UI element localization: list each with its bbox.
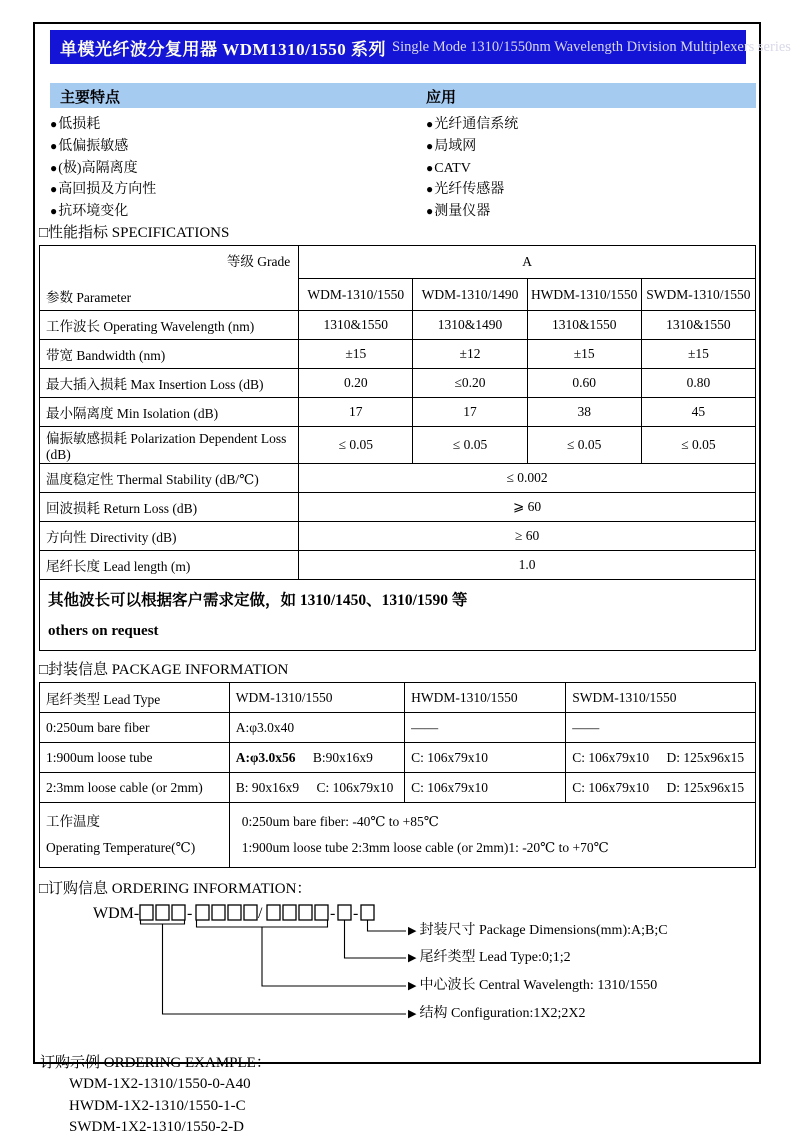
param-name: 方向性 Directivity (dB) — [40, 522, 299, 551]
table-row — [40, 683, 756, 713]
param-value-span: 1.0 — [299, 551, 756, 580]
hwdm-package-cell: C: 106x79x10 — [405, 743, 566, 773]
param-value-span: ≥ 60 — [299, 522, 756, 551]
table-row — [40, 427, 756, 464]
table-row — [40, 246, 756, 279]
feature-item: ● 低偏振敏感 — [50, 136, 156, 158]
table-row — [40, 580, 756, 651]
package-size: D: 125x96x15 — [666, 749, 745, 765]
code-separator-dash: - — [353, 905, 359, 922]
custom-wavelength-note-zh: 其他波长可以根据客户需求定做，如 1310/1450、1310/1590 等 — [48, 592, 468, 609]
package-info-table — [39, 682, 756, 868]
features-header: 主要特点 — [60, 90, 121, 106]
application-item: ● CATV — [426, 158, 518, 180]
application-item: ● 光纤通信系统 — [426, 114, 518, 136]
diagram-label-configuration — [408, 1006, 586, 1022]
package-info-heading: □封装信息 PACKAGE INFORMATION — [39, 662, 289, 678]
feature-item: ● (极)高隔离度 — [50, 158, 156, 180]
ordering-example-item: HWDM-1X2-1310/1550-1-C — [69, 1097, 246, 1114]
package-size: C: 106x79x10 — [572, 779, 650, 795]
code-separator-dash: - — [187, 905, 193, 922]
ordering-example-item: WDM-1X2-1310/1550-0-A40 — [69, 1076, 251, 1092]
package-size: B:90x16x9 — [312, 749, 373, 765]
application-item: ● 测量仪器 — [426, 201, 518, 223]
ordering-example-heading: 订购示例 ORDERING EXAMPLE： — [40, 1055, 271, 1071]
diagram-label-text: 尾纤类型 Lead Type:0;1;2 — [419, 950, 571, 965]
param-value: 17 — [413, 398, 527, 427]
specifications-table — [39, 245, 756, 651]
param-value: 17 — [299, 398, 413, 427]
feature-item: ● 抗环境变化 — [50, 201, 156, 223]
arrow-right-icon: ▶ — [408, 952, 417, 964]
package-size: D: 125x96x15 — [666, 779, 745, 795]
title-bar — [50, 30, 791, 64]
table-row — [40, 340, 756, 369]
hwdm-package-cell: —— — [405, 713, 566, 743]
product-title-zh: 单模光纤波分复用器 WDM1310/1550 系列 — [60, 39, 387, 59]
table-row — [40, 713, 756, 743]
param-value: ±15 — [299, 340, 413, 369]
table-row — [40, 551, 756, 580]
applications-header: 应用 — [426, 90, 457, 106]
package-size: B: 90x16x9 — [235, 779, 300, 795]
feature-item: ● 高回损及方向性 — [50, 179, 156, 201]
package-size-bold: A:φ3.0x56 — [235, 749, 296, 765]
custom-wavelength-note-cell — [40, 580, 756, 651]
page-border-frame — [33, 22, 791, 1135]
param-name: 回波损耗 Return Loss (dB) — [40, 493, 299, 522]
applications-list — [426, 114, 518, 223]
swdm-package-cell: —— — [566, 713, 756, 743]
table-row — [40, 773, 756, 803]
param-name: 工作波长 Operating Wavelength (nm) — [40, 311, 299, 340]
parameter-label: 参数 Parameter — [46, 290, 132, 305]
temperature-range-bare-fiber: 0:250um bare fiber: -40℃ to +85℃ — [241, 814, 439, 829]
swdm-package-cell — [566, 743, 756, 773]
param-value: 1310&1550 — [641, 311, 755, 340]
param-value: ≤ 0.05 — [413, 427, 527, 464]
table-row — [40, 311, 756, 340]
ordering-example-item: SWDM-1X2-1310/1550-2-D — [69, 1119, 244, 1135]
operating-temperature-label-en: Operating Temperature(℃) — [46, 840, 196, 855]
wdm-package-cell — [229, 743, 404, 773]
param-value: ≤ 0.05 — [641, 427, 755, 464]
param-value: ±12 — [413, 340, 527, 369]
application-item: ● 光纤传感器 — [426, 179, 518, 201]
param-value: ≤ 0.05 — [299, 427, 413, 464]
swdm-package-cell — [566, 773, 756, 803]
temperature-range-loose-tube: 1:900um loose tube 2:3mm loose cable (or 2mm)1: -20℃ to +70℃ — [241, 840, 609, 855]
diagram-label-lead-type — [408, 950, 571, 966]
operating-temperature-value-cell — [229, 803, 755, 868]
ordering-info-heading: □订购信息 ORDERING INFORMATION： — [39, 881, 312, 897]
table-row — [40, 369, 756, 398]
param-name: 最小隔离度 Min Isolation (dB) — [40, 398, 299, 427]
param-value: 1310&1490 — [413, 311, 527, 340]
param-value: ≤ 0.05 — [527, 427, 641, 464]
param-value: 0.60 — [527, 369, 641, 398]
param-name: 最大插入损耗 Max Insertion Loss (dB) — [40, 369, 299, 398]
table-row — [40, 464, 756, 493]
param-value: 1310&1550 — [527, 311, 641, 340]
wdm-package-cell: A:φ3.0x40 — [229, 713, 404, 743]
table-row — [40, 398, 756, 427]
param-value: 1310&1550 — [299, 311, 413, 340]
custom-wavelength-note-en: others on request — [48, 623, 159, 639]
lead-type-cell: 1:900um loose tube — [40, 743, 230, 773]
param-value: ±15 — [641, 340, 755, 369]
param-value-span: ≤ 0.002 — [299, 464, 756, 493]
swdm-header: SWDM-1310/1550 — [566, 683, 756, 713]
grade-value-cell: A — [299, 246, 756, 279]
diagram-label-text: 结构 Configuration:1X2;2X2 — [419, 1006, 586, 1021]
param-value: ≤0.20 — [413, 369, 527, 398]
wdm-package-cell — [229, 773, 404, 803]
grade-parameter-header-cell — [40, 246, 299, 311]
param-value: 45 — [641, 398, 755, 427]
lead-type-cell: 2:3mm loose cable (or 2mm) — [40, 773, 230, 803]
operating-temperature-label-cell — [40, 803, 230, 868]
arrow-right-icon: ▶ — [408, 1008, 417, 1020]
param-value: 38 — [527, 398, 641, 427]
param-name: 偏振敏感损耗 Polarization Dependent Loss (dB) — [40, 427, 299, 464]
hwdm-header: HWDM-1310/1550 — [405, 683, 566, 713]
diagram-label-text: 中心波长 Central Wavelength: 1310/1550 — [419, 978, 658, 993]
lead-type-header: 尾纤类型 Lead Type — [40, 683, 230, 713]
param-value: 0.20 — [299, 369, 413, 398]
model-header: WDM-1310/1490 — [413, 279, 527, 311]
package-size: C: 106x79x10 — [316, 779, 394, 795]
model-header: HWDM-1310/1550 — [527, 279, 641, 311]
features-applications-lists — [50, 114, 756, 218]
operating-temperature-label-zh: 工作温度 — [46, 814, 100, 829]
wdm-header: WDM-1310/1550 — [229, 683, 404, 713]
diagram-label-central-wavelength — [408, 978, 657, 994]
param-value: 0.80 — [641, 369, 755, 398]
param-name: 尾纤长度 Lead length (m) — [40, 551, 299, 580]
param-value-span: ⩾ 60 — [299, 493, 756, 522]
model-header: WDM-1310/1550 — [299, 279, 413, 311]
code-separator-slash: / — [258, 905, 263, 922]
arrow-right-icon: ▶ — [408, 980, 417, 992]
model-header: SWDM-1310/1550 — [641, 279, 755, 311]
code-separator-dash: - — [330, 905, 336, 922]
table-row — [40, 803, 756, 868]
features-applications-bar — [50, 83, 756, 108]
arrow-right-icon: ▶ — [408, 925, 417, 937]
features-list — [50, 114, 156, 223]
hwdm-package-cell: C: 106x79x10 — [405, 773, 566, 803]
diagram-label-package-dimensions — [408, 923, 668, 939]
application-item: ● 局域网 — [426, 136, 518, 158]
feature-item: ● 低损耗 — [50, 114, 156, 136]
specifications-heading: □性能指标 SPECIFICATIONS — [39, 225, 230, 241]
product-title-en: Single Mode 1310/1550nm Wavelength Division Multiplexers series — [392, 38, 791, 55]
table-row — [40, 743, 756, 773]
param-name: 温度稳定性 Thermal Stability (dB/℃) — [40, 464, 299, 493]
table-row — [40, 493, 756, 522]
ordering-code-diagram — [54, 901, 756, 1047]
ordering-code-prefix: WDM- — [93, 905, 140, 922]
grade-label: 等级 Grade — [226, 254, 291, 269]
diagram-label-text: 封装尺寸 Package Dimensions(mm):A;B;C — [419, 923, 668, 938]
table-row — [40, 522, 756, 551]
param-name: 带宽 Bandwidth (nm) — [40, 340, 299, 369]
package-size: C: 106x79x10 — [572, 749, 650, 765]
param-value: ±15 — [527, 340, 641, 369]
lead-type-cell: 0:250um bare fiber — [40, 713, 230, 743]
